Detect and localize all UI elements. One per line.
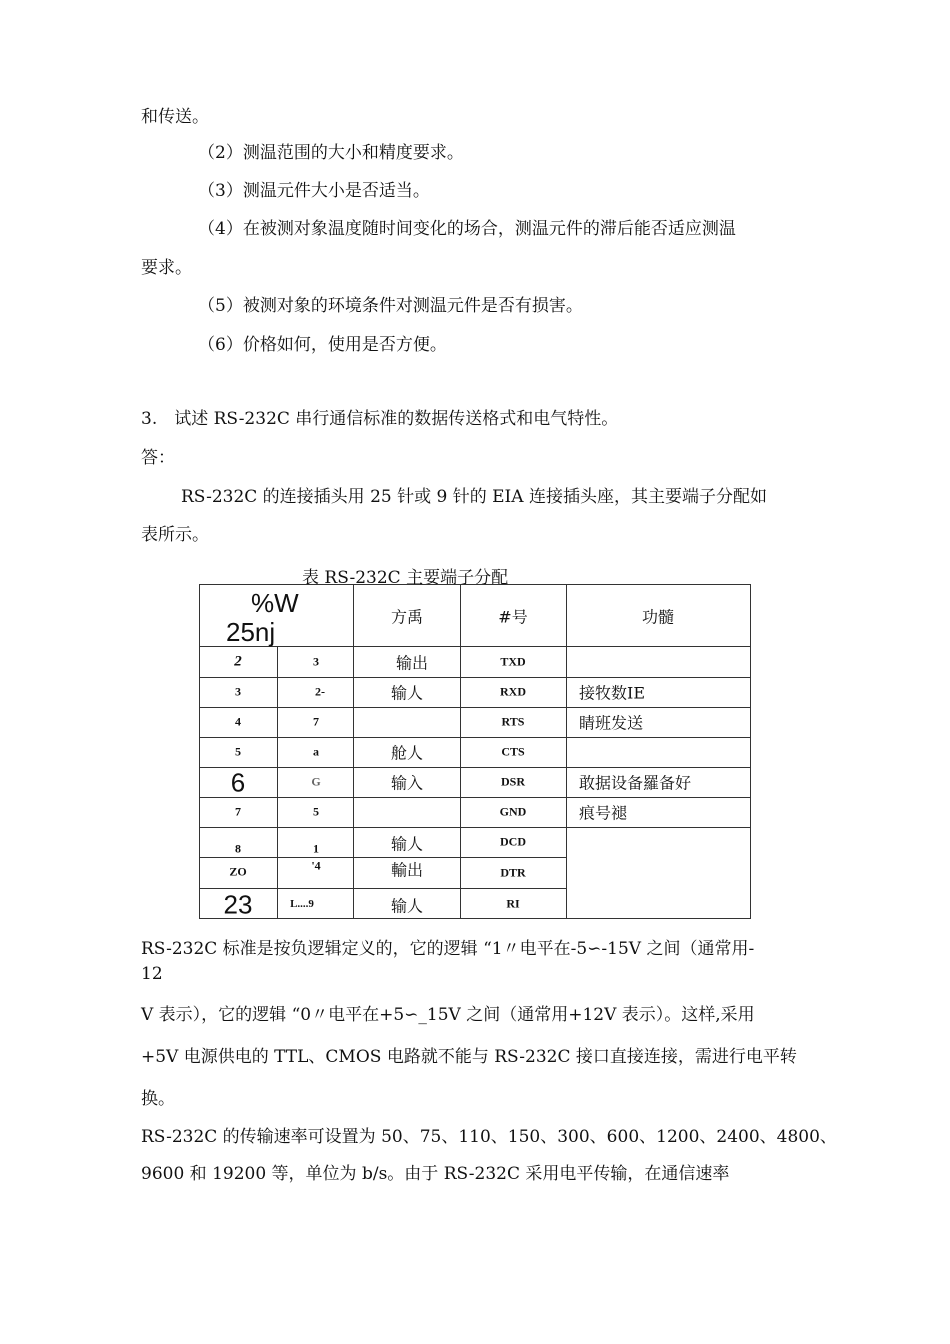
table-cell: 4 (235, 714, 241, 729)
table-cell: 输人 (390, 896, 424, 916)
table-cell: 2 (234, 653, 242, 670)
list-item-5: （5）被测对象的环境条件对测温元件是否有损害。 (198, 296, 583, 316)
list-item-4-cont: 要求。 (141, 258, 192, 278)
answer-label: 答： (141, 448, 175, 468)
rate-paragraph: RS-232C 的传输速率可设置为 50、75、110、150、300、600、1200、2400、4800、 (141, 1127, 837, 1147)
table-cell: 痕号褪 (579, 803, 628, 823)
table-cell: RTS (501, 714, 525, 729)
table-cell: '4 (311, 858, 321, 873)
table-cell: 6 (230, 767, 246, 798)
table-cell: 输入 (390, 773, 424, 793)
list-item-3: （3）测温元件大小是否适当。 (198, 181, 430, 201)
table-cell: DCD (500, 834, 526, 849)
electrical-paragraph-line-2: V 表示），它的逻辑 “0〃电平在+5∽_15V 之间（通常用+12V 表示）。这样,采用 (141, 1005, 755, 1025)
table-cell: DTR (500, 865, 526, 880)
table-cell: 7 (313, 714, 319, 729)
table-cell: 3 (313, 654, 319, 669)
electrical-paragraph-line-3: +5V 电源供电的 TTL、CMOS 电路就不能与 RS-232C 接口直接连接，需进行电平转 (141, 1047, 797, 1067)
electrical-paragraph: RS-232C 标准是按负逻辑定义的，它的逻辑 “1〃电平在-5∽-15V 之间（通常用- (141, 939, 755, 959)
table-cell: 输出 (395, 653, 429, 673)
table-cell: GND (499, 804, 527, 819)
table-cell: ZO (229, 864, 247, 879)
electrical-paragraph-line-4: 换。 (141, 1089, 175, 1109)
table-caption: 表 RS-232C 主要端子分配 (302, 568, 509, 588)
electrical-paragraph-cont: 12 (141, 964, 163, 984)
answer-paragraph-1: RS-232C 的连接插头用 25 针或 9 针的 EIA 连接插头座，其主要端子分配如 (181, 487, 767, 507)
table-cell: 1 (313, 841, 319, 856)
table-cell: RXD (500, 684, 526, 699)
table-grid (199, 584, 751, 919)
table-cell: 接牧数IE (579, 683, 646, 703)
header-pin-top: %W (251, 588, 299, 618)
pin-assignment-table (199, 584, 751, 919)
paragraph-line: 和传送。 (141, 107, 209, 127)
table-cell: TXD (500, 654, 526, 669)
table-cell: 3 (235, 684, 241, 699)
table-cell: DSR (500, 774, 526, 789)
header-signal: #号 (498, 607, 528, 627)
table-cell: RI (506, 896, 520, 911)
header-function: 功髓 (641, 607, 675, 627)
table-cell: G (311, 774, 321, 789)
table-cell: 5 (235, 744, 241, 759)
table-cell: 23 (223, 889, 253, 920)
table-cell: 輸出 (390, 860, 424, 880)
header-pin-bottom: 25nj (226, 617, 276, 647)
list-item-2: （2）测温范围的大小和精度要求。 (198, 143, 464, 163)
table-cell: CTS (501, 744, 525, 759)
header-direction: 方禹 (390, 607, 424, 627)
question-3: 3. 试述 RS-232C 串行通信标准的数据传送格式和电气特性。 (141, 409, 619, 429)
rate-paragraph-cont: 9600 和 19200 等，单位为 b/s。由于 RS-232C 采用电平传输，在通信速率 (141, 1164, 730, 1184)
table-cell: 睛班发送 (579, 713, 644, 733)
table-cell: 敢据设备羅备好 (579, 773, 692, 793)
answer-paragraph-1-cont: 表所示。 (141, 525, 209, 545)
table-cell: 7 (235, 804, 241, 819)
table-cell: 2- (315, 684, 325, 699)
table-cell: 输人 (390, 683, 424, 703)
list-item-6: （6）价格如何，使用是否方便。 (198, 335, 447, 355)
table-cell: 8 (235, 841, 241, 856)
table-cell: 5 (313, 804, 319, 819)
table-cell: a (313, 744, 319, 759)
table-cell: 舱人 (390, 743, 424, 763)
table-cell: 输人 (390, 834, 424, 854)
table-cell: L....9 (290, 898, 314, 910)
list-item-4: （4）在被测对象温度随时间变化的场合，测温元件的滞后能否适应测温 (198, 219, 736, 239)
